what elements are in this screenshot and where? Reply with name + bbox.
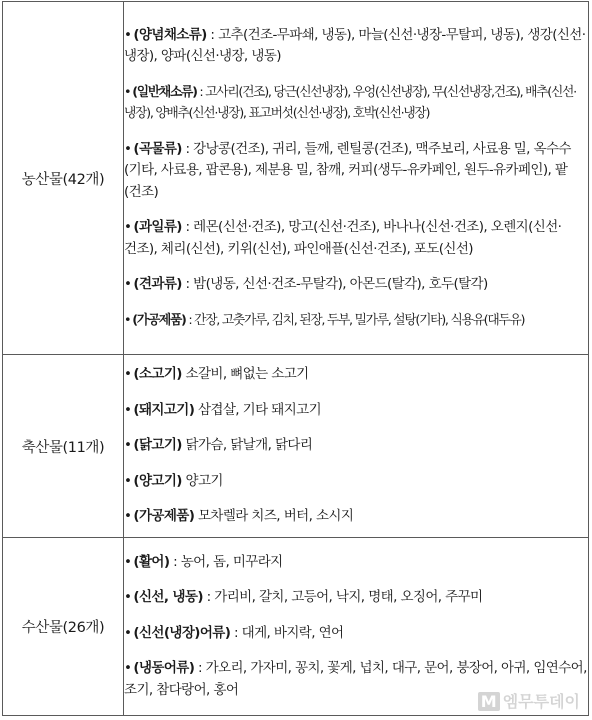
table-row	[3, 2, 589, 355]
list-item: • (냉동어류) : 가오리, 가자미, 꽁치, 꽃게, 넙치, 대구, 문어, 붕장어, 아귀, 임연수어, 조기, 참다랑어, 홍어	[124, 660, 587, 698]
item-label: (일반채소류)	[132, 84, 197, 100]
list-item: • (돼지고기) 삼겹살, 기타 돼지고기	[124, 401, 322, 418]
item-label: (견과류)	[133, 276, 182, 293]
item-label: (가공제품)	[133, 508, 195, 525]
item-text: : 농어, 돔, 미꾸라지	[169, 553, 283, 570]
watermark-mark: M	[478, 692, 500, 711]
item-text: : 강낭콩(건조), 귀리, 들깨, 렌틸콩(건조), 맥주보리, 사료용 밀, 옥수수(기타, 사료용, 팝콘용), 제분용 밀, 참깨, 커피(생두-유카페인, 원두-유카페인), 팥(건조)	[124, 140, 571, 200]
list-item: • (활어) : 농어, 돔, 미꾸라지	[124, 553, 283, 570]
list-item: • (신선, 냉동) : 가리비, 갈치, 고등어, 낙지, 명태, 오징어, 주꾸미	[124, 589, 483, 606]
item-label: (과일류)	[133, 219, 182, 236]
table-row	[3, 355, 589, 538]
item-text: 모차렐라 치즈, 버터, 소시지	[194, 508, 354, 525]
item-text: : 레몬(신선·건조), 망고(신선·건조), 바나나(신선·건조), 오렌지(신선·건조), 체리(신선), 키위(신선), 파인애플(신선·건조), 포도(신선)	[124, 219, 562, 257]
item-label: (곡물류)	[133, 140, 182, 157]
item-label: (냉동어류)	[133, 660, 195, 677]
item-text: 삼겹살, 기타 돼지고기	[194, 401, 322, 418]
item-label: (신선, 냉동)	[133, 589, 203, 606]
item-text: : 간장, 고춧가루, 김치, 된장, 두부, 밀가루, 설탕(기타), 식용유(대두유)	[185, 312, 525, 328]
list-item: • (과일류) : 레몬(신선·건조), 망고(신선·건조), 바나나(신선·건조), 오렌지(신선·건조), 체리(신선), 키위(신선), 파인애플(신선·건조), 포도(신선)	[124, 219, 562, 257]
item-text: 양고기	[181, 472, 223, 489]
watermark-text: 엠무투데이	[502, 692, 580, 711]
item-label: (닭고기)	[133, 437, 182, 454]
item-label: (신선(냉장)어류)	[133, 624, 231, 641]
category-cell: 수산물(26개)	[3, 538, 124, 716]
list-item: • (소고기) 소갈비, 뼈없는 소고기	[124, 366, 309, 383]
item-label: (소고기)	[133, 366, 182, 383]
items-cell	[124, 355, 589, 538]
list-item: • (가공제품) : 간장, 고춧가루, 김치, 된장, 두부, 밀가루, 설탕(기타), 식용유(대두유)	[124, 312, 525, 328]
item-label: (가공제품)	[132, 312, 186, 328]
list-item: • (양고기) 양고기	[124, 472, 223, 489]
item-text: : 가오리, 가자미, 꽁치, 꽃게, 넙치, 대구, 문어, 붕장어, 아귀, 임연수어, 조기, 참다랑어, 홍어	[124, 660, 587, 698]
item-label: (활어)	[133, 553, 170, 570]
item-text: : 밤(냉동, 신선·건조-무탈각), 아몬드(탈각), 호두(탈각)	[181, 276, 488, 293]
watermark-logo	[478, 689, 580, 712]
list-item: • (양념채소류) : 고추(건조-무파쇄, 냉동), 마늘(신선·냉장-무탈피, 냉동), 생강(신선·냉장), 양파(신선·냉장, 냉동)	[124, 26, 586, 65]
item-text: : 고추(건조-무파쇄, 냉동), 마늘(신선·냉장-무탈피, 냉동), 생강(신선·냉장), 양파(신선·냉장, 냉동)	[124, 26, 586, 65]
product-table	[2, 1, 589, 716]
category-cell: 농산물(42개)	[3, 2, 124, 355]
list-item: • (신선(냉장)어류) : 대게, 바지락, 연어	[124, 624, 344, 641]
item-text: : 대게, 바지락, 연어	[230, 624, 344, 641]
item-label: (돼지고기)	[133, 401, 195, 418]
item-label: (양념채소류)	[133, 26, 207, 43]
item-text: 소갈비, 뼈없는 소고기	[181, 366, 309, 383]
items-cell	[124, 2, 589, 355]
list-item: • (닭고기) 닭가슴, 닭날개, 닭다리	[124, 437, 313, 454]
list-item: • (일반채소류) : 고사리(건조), 당근(신선냉장), 우엉(신선냉장), 무(신선냉장,건조), 배추(신선·냉장), 양배추(신선·냉장), 표고버섯(신선·냉장), 호박(신선·냉장)	[124, 84, 576, 122]
list-item: • (곡물류) : 강낭콩(건조), 귀리, 들깨, 렌틸콩(건조), 맥주보리, 사료용 밀, 옥수수(기타, 사료용, 팝콘용), 제분용 밀, 참깨, 커피(생두-유카페인, 원두-유카페인), 팥(건조)	[124, 140, 571, 200]
item-text: 닭가슴, 닭날개, 닭다리	[181, 437, 313, 454]
item-text: : 가리비, 갈치, 고등어, 낙지, 명태, 오징어, 주꾸미	[202, 589, 483, 606]
category-cell: 축산물(11개)	[3, 355, 124, 538]
item-text: : 고사리(건조), 당근(신선냉장), 우엉(신선냉장), 무(신선냉장,건조), 배추(신선·냉장), 양배추(신선·냉장), 표고버섯(신선·냉장), 호박(신선·냉장)	[124, 84, 576, 122]
list-item: • (견과류) : 밤(냉동, 신선·건조-무탈각), 아몬드(탈각), 호두(탈각)	[124, 276, 488, 293]
list-item: • (가공제품) 모차렐라 치즈, 버터, 소시지	[124, 508, 354, 525]
item-label: (양고기)	[133, 472, 182, 489]
